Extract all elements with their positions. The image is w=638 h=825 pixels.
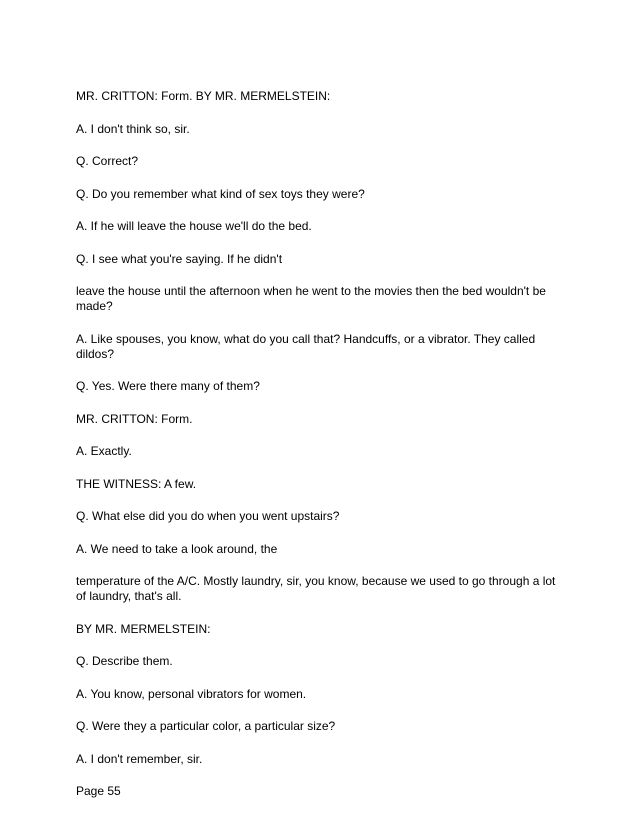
transcript-line: A. I don't remember, sir. bbox=[76, 751, 203, 766]
transcript-line: Q. Describe them. bbox=[76, 654, 173, 668]
transcript-line: BY MR. MERMELSTEIN: bbox=[76, 621, 211, 636]
transcript-line: A. I don't think so, sir. bbox=[76, 121, 190, 136]
transcript-line: A. Exactly. bbox=[76, 444, 132, 458]
transcript-line: A. If he will leave the house we'll do the bed. bbox=[76, 219, 312, 233]
transcript-line: Q. Do you remember what kind of sex toys they were? bbox=[76, 186, 365, 201]
transcript-line: A. We need to take a look around, the bbox=[76, 541, 278, 556]
transcript-line: A. Like spouses, you know, what do you call that? Handcuffs, or a vibrator. They called dildos? bbox=[76, 331, 536, 361]
transcript-line: MR. CRITTON: Form. BY MR. MERMELSTEIN: bbox=[76, 89, 331, 103]
transcript-line: Q. I see what you're saying. If he didn't bbox=[76, 251, 283, 266]
transcript-line: MR. CRITTON: Form. bbox=[76, 411, 193, 426]
transcript-line: Q. Yes. Were there many of them? bbox=[76, 379, 260, 393]
transcript-line: Q. Correct? bbox=[76, 154, 139, 168]
transcript-line: leave the house until the afternoon when he went to the movies then the bed wouldn't be made? bbox=[76, 284, 546, 313]
transcript-line: Q. What else did you do when you went upstairs? bbox=[76, 509, 340, 523]
transcript-line: THE WITNESS: A few. bbox=[76, 476, 197, 491]
page-number: Page 55 bbox=[76, 784, 121, 798]
transcript-line: temperature of the A/C. Mostly laundry, sir, you know, because we used to go through a lot of laundry, that's all. bbox=[76, 574, 556, 603]
transcript-line: Q. Were they a particular color, a particular size? bbox=[76, 719, 336, 733]
transcript-body bbox=[76, 89, 562, 817]
transcript-line: A. You know, personal vibrators for women. bbox=[76, 686, 307, 701]
